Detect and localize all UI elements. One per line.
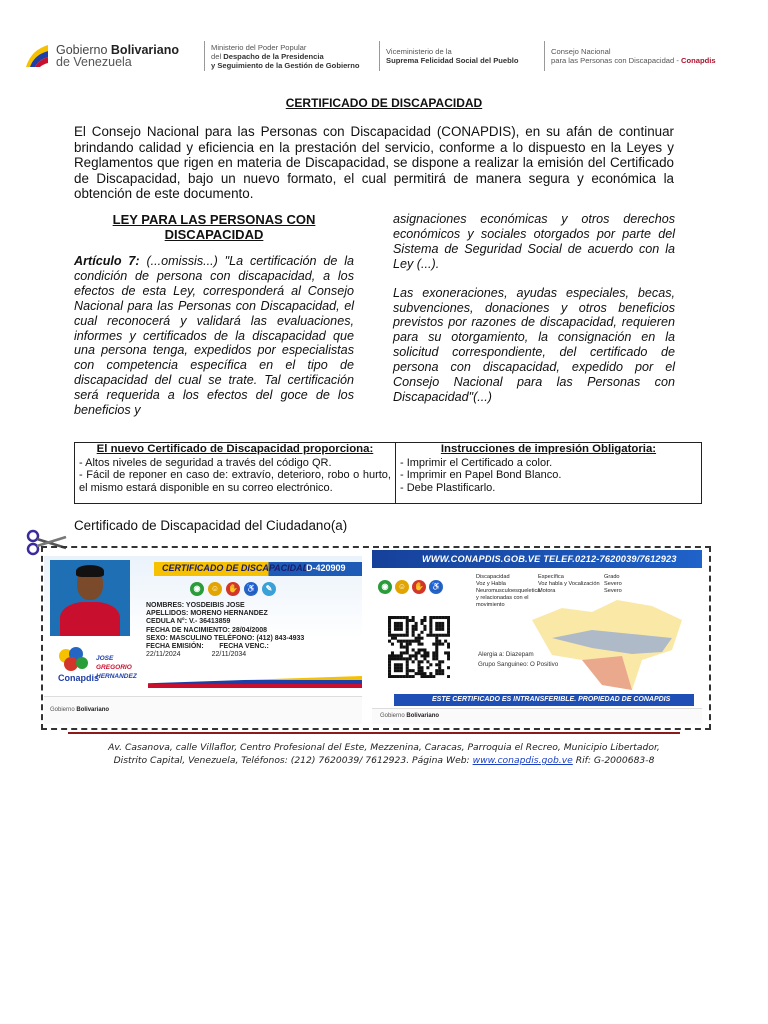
intellectual-icon: ☺ bbox=[208, 582, 222, 596]
ministry-label: Ministerio del Poder Popular del Despacho de la Presidencia y Seguimiento de la Gestión de Gobierno bbox=[211, 42, 360, 70]
intro-paragraph: El Consejo Nacional para las Personas con Discapacidad (CONAPDIS), en su afán de continuar brindando calidad y eficiencia en la prestación del servicio, conforme a lo dispuesto en la Leyes y Reglamentos que rigen en materia de Discapacidad, se dispone a realizar la emisión del Certificado de Discapacidad, bajo un nuevo formato, el cual permitirá de manera segura y económica la obtención de este documento. bbox=[74, 124, 674, 202]
law-right-column bbox=[393, 212, 675, 419]
website-link[interactable]: www.conapdis.gob.ve bbox=[472, 755, 573, 766]
mini-gov-logo: Gobierno Bolivariano bbox=[50, 707, 110, 713]
benefits-column bbox=[75, 443, 396, 503]
holder-photo bbox=[50, 560, 130, 636]
holder-details bbox=[146, 602, 304, 659]
header-divider bbox=[379, 41, 380, 71]
svg-text:JOSE: JOSE bbox=[96, 655, 114, 662]
disability-table bbox=[476, 574, 666, 609]
benefit-item: - Fácil de reponer en caso de: extravío, deterioro, robo o hurto, el mismo estará disponible en su correo electrónico. bbox=[79, 469, 391, 494]
medical-info bbox=[478, 650, 558, 670]
svg-text:HERNANDEZ: HERNANDEZ bbox=[96, 673, 137, 680]
website-phone-banner: WWW.CONAPDIS.GOB.VE TELEF.0212-7620039/7612923 bbox=[422, 554, 677, 564]
emission-date: 22/11/2024 bbox=[146, 651, 181, 659]
disability-icons bbox=[378, 580, 443, 594]
law-left-column bbox=[74, 212, 354, 418]
table-row: Neuromusculoesqueletica y relacionadas con el movimiento Motora Severo bbox=[476, 588, 622, 608]
law-paragraph: asignaciones económicas y otros derechos económicos y sociales otorgados por parte del Sistema de Seguridad Social de acuerdo con la Ley (...). bbox=[393, 212, 675, 271]
certificate-caption: Certificado de Discapacidad del Ciudadano(a) bbox=[74, 518, 348, 533]
holder-names: NOMBRES: YOSDEIBIS JOSE bbox=[146, 602, 245, 609]
wheelchair-icon: ♿ bbox=[429, 580, 443, 594]
card-footer bbox=[44, 696, 362, 724]
certificate-card-front bbox=[44, 556, 362, 724]
law-paragraph: Las exoneraciones, ayudas especiales, becas, subvenciones, donaciones y otros beneficios previstos por razones de discapacidad, requieren para su otorgamiento, la consignación en la solicitud correspondiente, del certificado de persona con discapacidad, expedido por el Consejo Nacional para las Personas con Discapacidad"(...) bbox=[393, 285, 675, 404]
article-label: Artículo 7: bbox=[74, 254, 140, 268]
address-footer bbox=[0, 741, 768, 767]
header-divider bbox=[544, 41, 545, 71]
svg-text:GREGORIO: GREGORIO bbox=[96, 664, 132, 671]
holder-birthdate: FECHA DE NACIMIENTO: 28/04/2008 bbox=[146, 626, 267, 634]
law-title: LEY PARA LAS PERSONAS CON DISCAPACIDAD bbox=[112, 212, 316, 242]
holder-surnames: APELLIDOS: MORENO HERNANDEZ bbox=[146, 610, 268, 618]
non-transferable-notice: ESTE CERTIFICADO ES INTRANSFERIBLE. PROPIEDAD DE CONAPDIS bbox=[432, 696, 671, 703]
visual-icon: ◉ bbox=[378, 580, 392, 594]
qr-code bbox=[388, 616, 450, 678]
expiry-label: FECHA VENC.: bbox=[219, 643, 269, 651]
contact-line: Distrito Capital, Venezuela, Teléfonos: (212) 7620039/ 7612923. Página Web: www.conapdis.gob.ve Rif: G-2000683-8 bbox=[113, 755, 655, 766]
address-line: Av. Casanova, calle Villaflor, Centro Profesional del Este, Mezzenina, Caracas, Parroquia el Recreo, Municipio Libertador, bbox=[108, 742, 660, 753]
visual-icon: ◉ bbox=[190, 582, 204, 596]
emission-label: FECHA EMISIÓN: bbox=[146, 643, 204, 651]
article-text: Artículo 7: (...omissis...) "La certificación de la condición de persona con discapacidad, a los efectos de esta Ley, corresponderá al Consejo Nacional para las Personas con Discapacidad, el cual reconocerá y validará las evaluaciones, informes y certificados de la discapacidad que una persona tenga, expedidos por especialistas con competencia específica en el tipo de discapacidad del cual se trate. Tal certificación será requerida a los efectos del goce de los beneficios y bbox=[74, 254, 354, 418]
table-row: Voz y Habla Voz habla y Vocalización Severo bbox=[476, 581, 622, 587]
card-footer bbox=[372, 708, 702, 724]
benefit-item: - Altos niveles de seguridad a través del código QR. bbox=[79, 456, 332, 469]
instruction-item: - Imprimir el Certificado a color. bbox=[399, 456, 553, 469]
table-header-row: Discapacidad Específica Grado bbox=[476, 574, 620, 580]
wheelchair-icon: ♿ bbox=[244, 582, 258, 596]
holder-id: CEDULA N°: V.- 36413859 bbox=[146, 618, 231, 626]
expiry-date: 22/11/2034 bbox=[211, 651, 247, 659]
disability-icons bbox=[190, 582, 276, 596]
mini-gov-logo: Gobierno Bolivariano bbox=[380, 713, 440, 719]
holder-sex-phone: SEXO: MASCULINO TELÉFONO: (412) 843-4933 bbox=[146, 634, 305, 642]
instructions-column bbox=[396, 443, 701, 503]
logo-text: Gobierno Bolivariano de Venezuela bbox=[56, 43, 179, 69]
certificate-card-back bbox=[372, 550, 702, 724]
certificate-number: D-420909 bbox=[306, 563, 346, 573]
intellectual-icon: ☺ bbox=[395, 580, 409, 594]
hearing-icon: ✋ bbox=[412, 580, 426, 594]
svg-text:Conapdis: Conapdis bbox=[58, 673, 100, 683]
viceministry-label: Viceministerio de la Suprema Felicidad Social del Pueblo bbox=[386, 47, 519, 65]
flag-logo-icon bbox=[22, 41, 52, 71]
document-title: CERTIFICADO DE DISCAPACIDAD bbox=[285, 96, 483, 110]
footer-divider bbox=[68, 732, 680, 734]
instruction-item: - Debe Plastificarlo. bbox=[399, 481, 496, 494]
letterhead bbox=[22, 38, 748, 74]
benefits-header: El nuevo Certificado de Discapacidad proporciona: bbox=[96, 443, 374, 455]
hearing-icon: ✋ bbox=[226, 582, 240, 596]
conapdis-logo bbox=[54, 644, 144, 684]
blood-type-text: Grupo Sanguineo: O Positivo bbox=[478, 661, 559, 668]
allergy-text: Alergia a: Diazepam bbox=[478, 651, 534, 658]
card-title: CERTIFICADO DE DISCAPACIDAD: bbox=[162, 563, 313, 573]
header-divider bbox=[204, 41, 205, 71]
instructions-header: Instrucciones de impresión Obligatoria: bbox=[440, 443, 657, 455]
instruction-item: - Imprimir en Papel Bond Blanco. bbox=[399, 469, 562, 481]
council-label: Consejo Nacional para las Personas con Discapacidad - Conapdis bbox=[551, 47, 716, 65]
speech-icon: ✎ bbox=[262, 582, 276, 596]
info-table bbox=[74, 442, 702, 504]
gobierno-bolivariano-logo bbox=[22, 41, 198, 71]
